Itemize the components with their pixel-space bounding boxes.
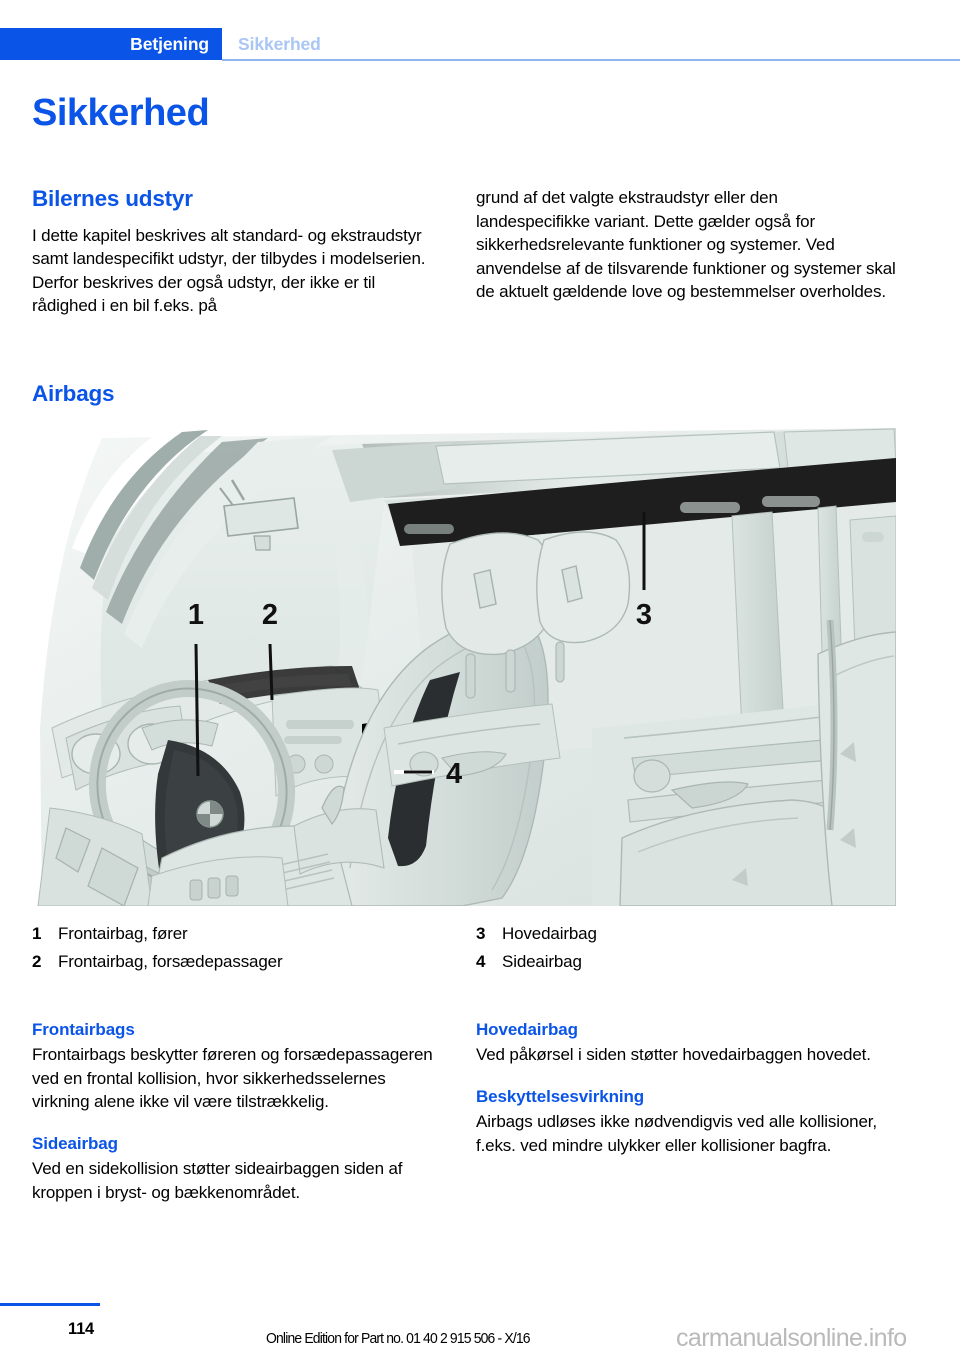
- legend-label: Frontairbag, fører: [58, 924, 188, 943]
- legend-label: Sideairbag: [502, 952, 582, 971]
- tab-betjening[interactable]: Betjening: [0, 28, 222, 60]
- callout-1: [196, 644, 198, 776]
- intro-column-right: [476, 186, 896, 304]
- page-header: [0, 28, 960, 60]
- detail-column-right: [476, 1020, 896, 1177]
- legend-item: [32, 948, 444, 976]
- callout-label-3: 3: [635, 599, 653, 631]
- detail-column-left: [32, 1020, 444, 1224]
- legend-right: [476, 920, 896, 976]
- sub-heading-hovedairbag: Hovedairbag: [476, 1020, 578, 1039]
- sub-heading-frontairbags: Frontairbags: [32, 1020, 135, 1039]
- legend-item: [476, 948, 896, 976]
- intro-paragraph-left: I dette kapitel beskrives alt standard- og ekstraudstyr samt landespecifikt udstyr, der tilbydes i modelserien. Derfor beskrives der også udstyr, der ikke er til rådighed i en bil f.eks. på: [32, 225, 426, 316]
- legend-item: [32, 920, 444, 948]
- legend-item: [476, 920, 896, 948]
- legend-number: 1: [32, 924, 42, 943]
- callout-2: [270, 644, 272, 700]
- callout-label-1: 1: [187, 599, 205, 631]
- legend-label: Hovedairbag: [502, 924, 597, 943]
- intro-column-left: [32, 186, 444, 318]
- legend-number: 2: [32, 952, 42, 971]
- tab-sikkerhed[interactable]: Sikkerhed: [238, 33, 321, 54]
- detail-block-beskyttelsesvirkning: [476, 1087, 896, 1157]
- section-heading-bilernes-udstyr: Bilernes udstyr: [32, 186, 193, 211]
- detail-text-sideairbag: Ved en sidekollision støtter sideairbaggen siden af kroppen i bryst- og bækkenområdet.: [32, 1159, 403, 1202]
- legend-left: [32, 920, 444, 976]
- detail-block-frontairbags: [32, 1020, 444, 1114]
- sub-heading-sideairbag: Sideairbag: [32, 1133, 118, 1153]
- detail-text-hovedairbag: Ved påkørsel i siden støtter hovedairbaggen hovedet.: [476, 1045, 871, 1065]
- callout-label-2: 2: [261, 599, 279, 631]
- footer-divider: [0, 1303, 100, 1306]
- callout-label-4: 4: [446, 758, 463, 790]
- detail-block-sideairbag: [32, 1134, 444, 1204]
- detail-block-hovedairbag: [476, 1020, 896, 1067]
- section-heading-airbags: Airbags: [32, 381, 115, 406]
- page-title: Sikkerhed: [32, 92, 210, 134]
- footer-edition-note: Online Edition for Part no. 01 40 2 915 506 - X/16: [266, 1330, 530, 1347]
- intro-paragraph-right: grund af det valgte ekstraudstyr eller den landespecifikke variant. Dette gælder også for sikkerhedsrelevante funktioner og systemer. Ved anvendelse af de tilsvarende funktioner og systemer skal de aktuelt gældende love og bestemmelser overholdes.: [476, 188, 896, 301]
- detail-text-beskyttelsesvirkning: Airbags udløses ikke nødvendigvis ved alle kollisioner, f.eks. ved mindre ulykker eller kollisioner bagfra.: [476, 1112, 877, 1155]
- site-watermark: carmanualsonline.info: [676, 1324, 907, 1352]
- page-number: 114: [68, 1320, 95, 1338]
- legend-number: 3: [476, 924, 486, 943]
- detail-text-frontairbags: Frontairbags beskytter føreren og forsædepassageren ved en frontal kollision, hvor sikkerhedsselernes virkning alene ikke vil være tilstrækkelig.: [32, 1045, 433, 1112]
- header-divider: [222, 59, 960, 61]
- sub-heading-beskyttelsesvirkning: Beskyttelsesvirkning: [476, 1086, 645, 1106]
- airbag-positions-illustration: [32, 428, 896, 906]
- legend-label: Frontairbag, forsædepassager: [58, 952, 283, 971]
- legend-number: 4: [476, 952, 486, 971]
